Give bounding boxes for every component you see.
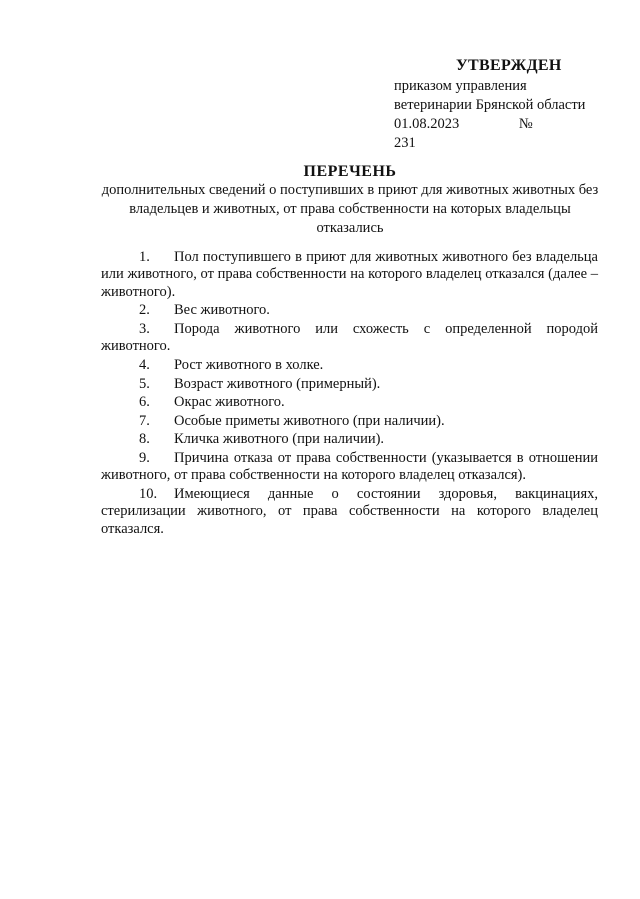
approval-number-sign: № bbox=[518, 116, 533, 132]
item-number: 8. bbox=[139, 431, 150, 448]
items-list bbox=[101, 249, 598, 539]
item-number: 10. bbox=[139, 485, 158, 502]
item-text: Возраст животного (примерный). bbox=[174, 375, 381, 392]
item-text: Рост животного в холке. bbox=[174, 357, 324, 373]
approval-block bbox=[394, 56, 614, 153]
item-text: Окрас животного. bbox=[174, 394, 285, 411]
item-number: 1. bbox=[139, 249, 150, 265]
item-number: 7. bbox=[139, 412, 150, 429]
item-number: 9. bbox=[139, 449, 150, 466]
item-text: Порода животного или схожесть с определенной породой животного. bbox=[101, 321, 598, 355]
item-number: 3. bbox=[139, 321, 150, 337]
approval-number: 231 bbox=[394, 135, 416, 151]
list-item bbox=[101, 249, 598, 301]
item-text: Кличка животного (при наличии). bbox=[174, 431, 385, 448]
list-item bbox=[101, 302, 598, 319]
list-item bbox=[101, 486, 598, 538]
approval-date: 01.08.2023 bbox=[394, 116, 460, 132]
item-number: 4. bbox=[139, 357, 150, 373]
item-number: 5. bbox=[139, 375, 150, 392]
document-heading: ПЕРЕЧЕНЬ bbox=[303, 163, 397, 180]
item-text: Пол поступившего в приют для животных животного без владельца или животного, от права собственности на которого владелец отказался (далее – животного). bbox=[101, 249, 598, 300]
item-text: Имеющиеся данные о состоянии здоровья, вакцинациях, стерилизации животного, от права собственности на которого владелец отказался. bbox=[101, 485, 598, 537]
list-item bbox=[101, 357, 598, 374]
document-subheading: дополнительных сведений о поступивших в приют для животных животных без владельцев и животных, от права собственности на которых владельцы отказались bbox=[101, 182, 599, 236]
approval-title: УТВЕРЖДЕН bbox=[456, 57, 562, 74]
list-item bbox=[101, 376, 598, 393]
list-item bbox=[101, 450, 598, 485]
approval-line-1: приказом управления bbox=[394, 78, 527, 94]
item-number: 2. bbox=[139, 302, 150, 319]
list-item bbox=[101, 321, 598, 356]
approval-date-row bbox=[394, 115, 614, 134]
list-item bbox=[101, 431, 598, 448]
item-number: 6. bbox=[139, 394, 150, 411]
item-text: Особые приметы животного (при наличии). bbox=[174, 412, 445, 429]
item-text: Причина отказа от права собственности (указывается в отношении животного, от права собственности на которого владелец отказался). bbox=[101, 449, 598, 484]
approval-line-2: ветеринарии Брянской области bbox=[394, 97, 586, 113]
list-item bbox=[101, 394, 598, 411]
list-item bbox=[101, 413, 598, 430]
item-text: Вес животного. bbox=[174, 302, 270, 319]
